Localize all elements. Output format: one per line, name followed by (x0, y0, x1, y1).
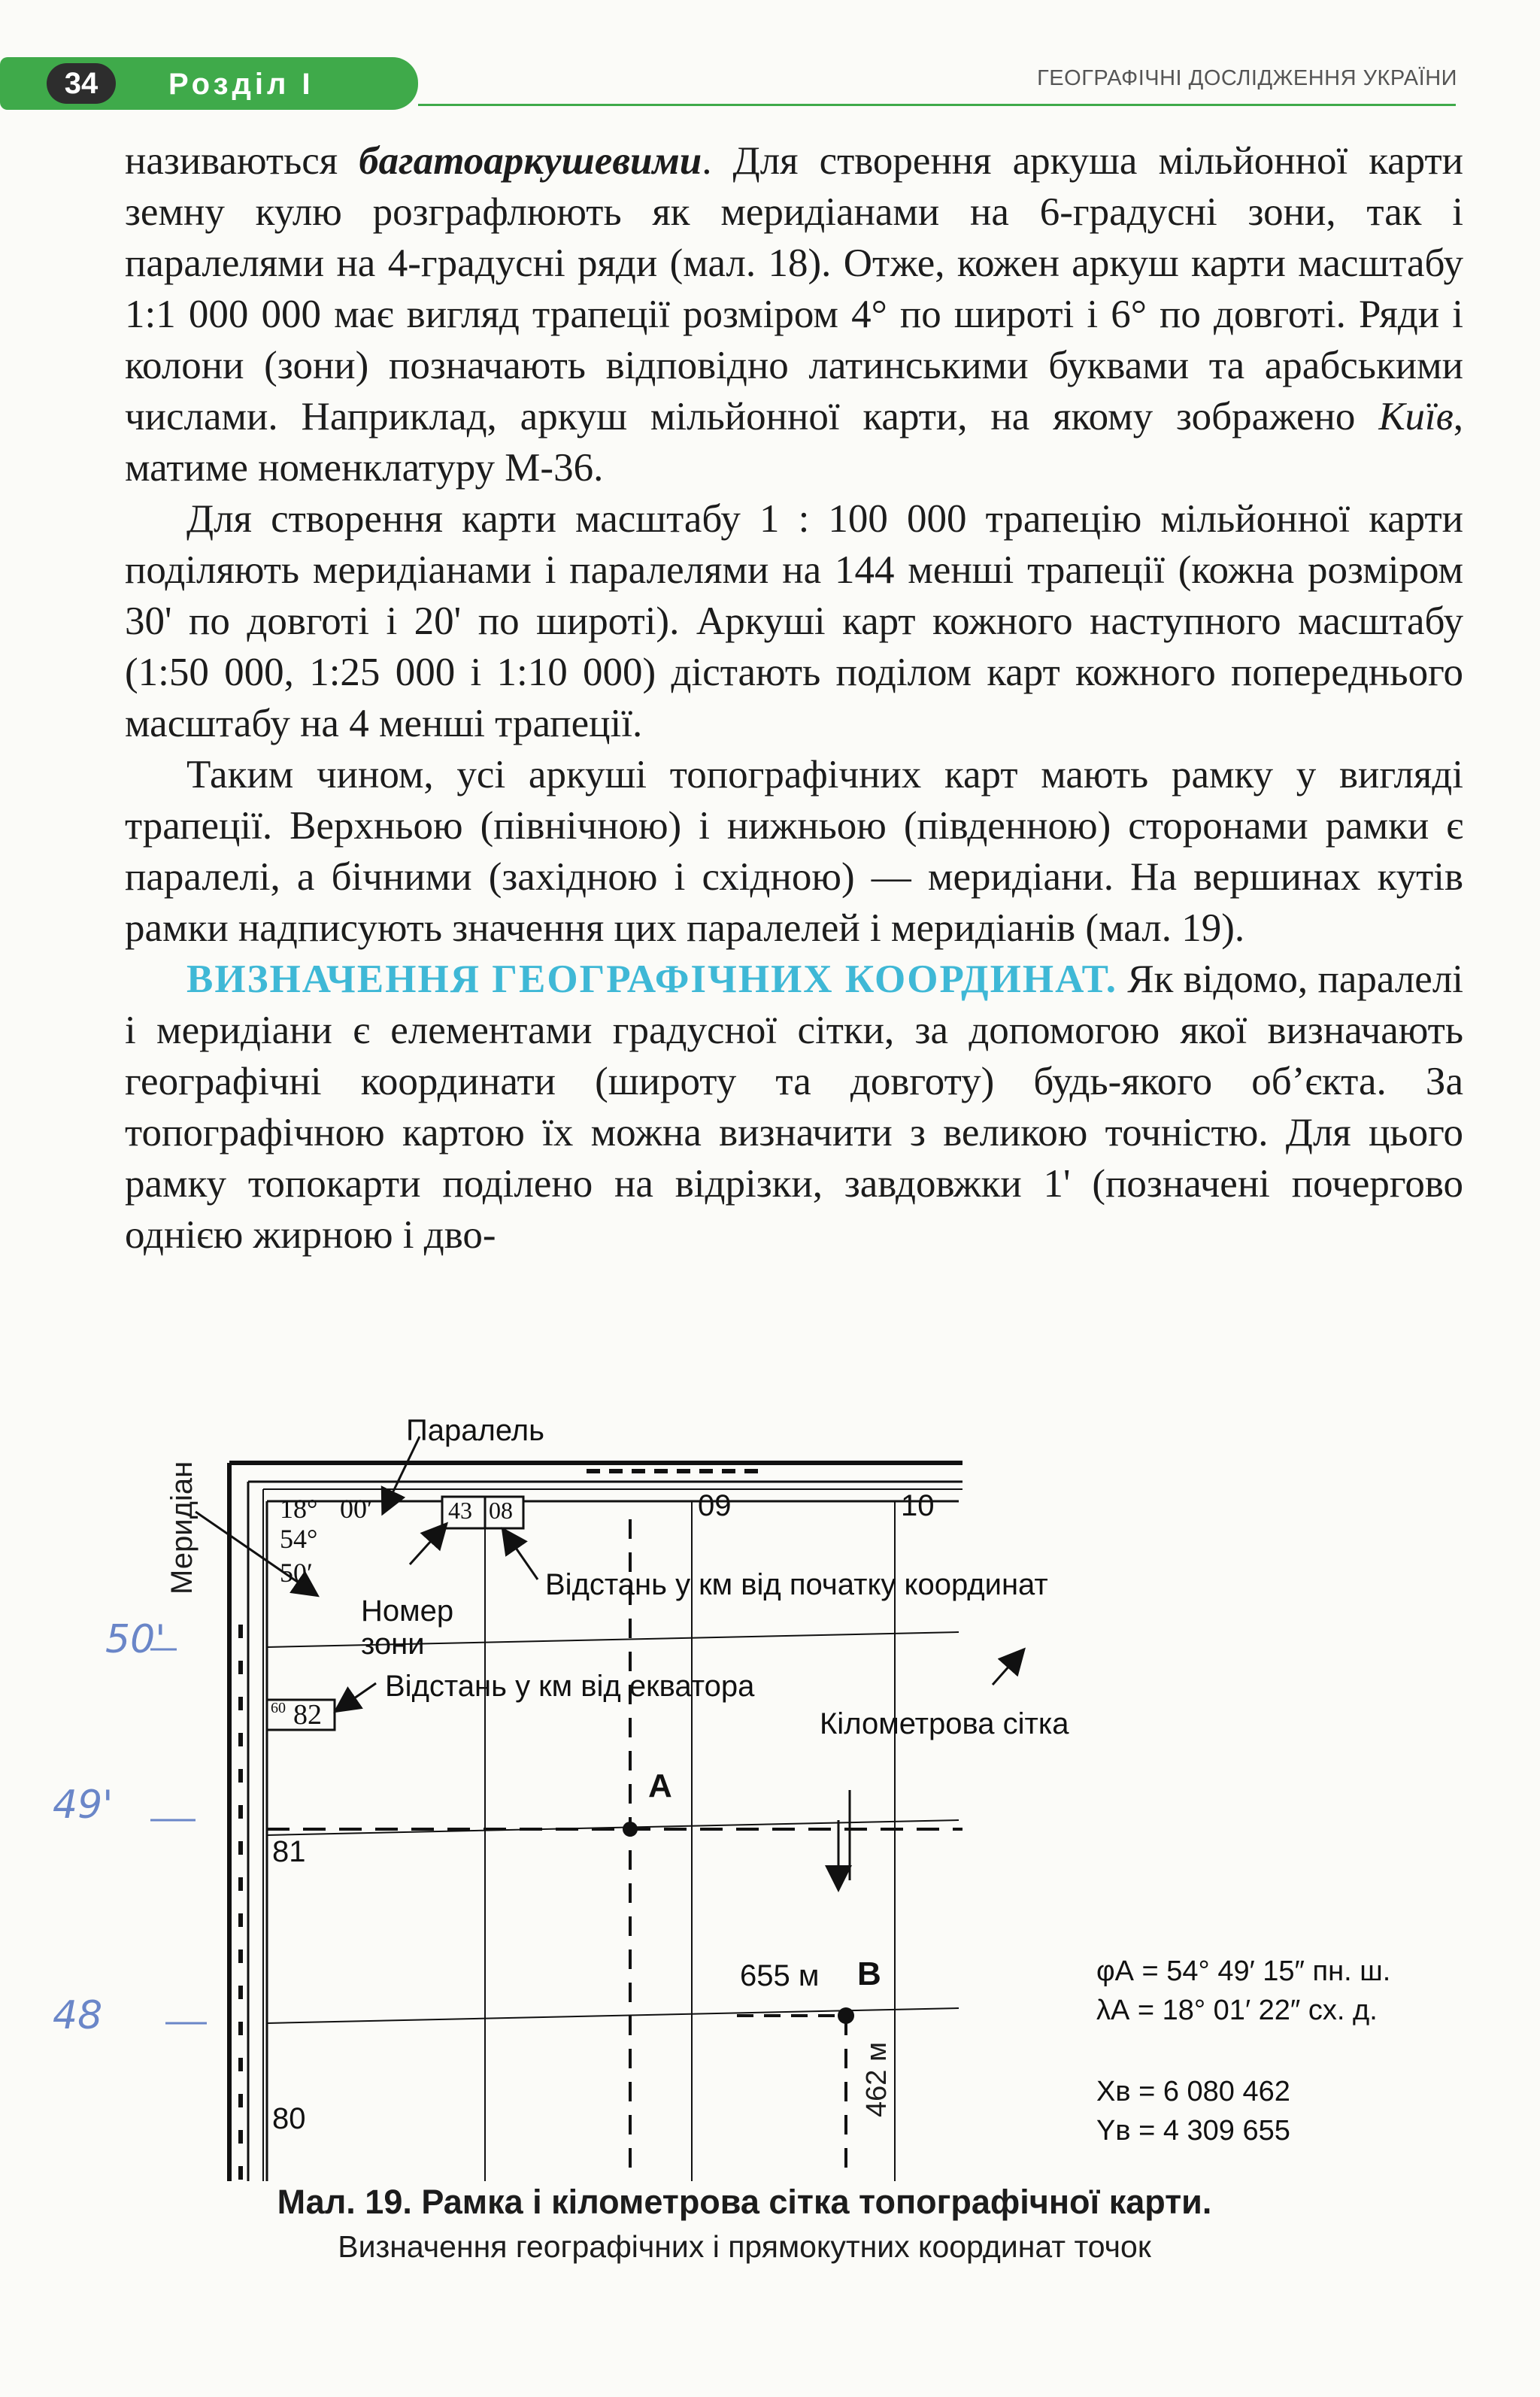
frame-lat-50: 50′ (280, 1558, 313, 1588)
arrow-dist-equator (337, 1683, 376, 1710)
handwritten-48: 48 (53, 1993, 103, 2038)
point-a-label: A (648, 1767, 672, 1804)
row-label-80: 80 (272, 2102, 306, 2135)
paragraph-2: Для створення карти масштабу 1 : 100 000 трапецію мільйонної карти поділяють меридіанами і паралелями на 144 менші трапеції (кожна розміром 30' по довготі і 20' по широті). Аркуші карт кожного наступного масштабу (1:50 000, 1:25 000 і 1:10 000) дістають поділом карт кожного попереднього масштабу на 4 менші трапеції. (125, 497, 1463, 745)
row-label-81: 81 (272, 1835, 306, 1868)
point-b-dot (838, 2007, 854, 2024)
handwritten-49: 49' (53, 1783, 114, 1828)
equator-box-prefix: 60 (271, 1700, 286, 1716)
figure-caption-title: Мал. 19. Рамка і кілометрова сітка топографічної карти. (277, 2183, 1212, 2221)
arrow-zone-number (410, 1525, 445, 1564)
label-zone-number: Номер зони (361, 1594, 454, 1661)
figure-map-frame (53, 1399, 1429, 2196)
grid-h-80 (267, 2008, 959, 2023)
section-label: Розділ I (168, 68, 314, 101)
zone-number-digits: 43 (448, 1497, 472, 1524)
label-km-grid: Кілометрова сітка (820, 1707, 1069, 1740)
book-title: ГЕОГРАФІЧНІ ДОСЛІДЖЕННЯ УКРАЇНИ (1037, 66, 1457, 90)
dist-655: 655 м (740, 1959, 820, 1992)
header-rule (418, 104, 1456, 106)
zone-km-digits: 08 (489, 1497, 513, 1524)
dist-462: 462 м (861, 2041, 893, 2117)
frame-lat-54: 54° (280, 1524, 318, 1554)
p1-start: називаються (125, 139, 359, 183)
formula-y: Yв = 4 309 655 (1096, 2115, 1290, 2147)
formula-x: Xв = 6 080 462 (1096, 2076, 1290, 2107)
text-block-upper (125, 135, 1463, 1261)
p1-end: , матиме номенклатуру М-36. (125, 395, 1463, 490)
frame-lat-18: 18° (280, 1494, 318, 1524)
section-keyword: ВИЗНАЧЕННЯ ГЕОГРАФІЧНИХ КООРДИНАТ. (186, 957, 1117, 1001)
figure-caption-subtitle: Визначення географічних і прямокутних координат точок (338, 2229, 1151, 2264)
handwritten-50: 50' (105, 1617, 166, 1662)
p1-middle: . Для створення аркуша мільйонної карти земну кулю розграфлюють як меридіанами на 6-градусні зони, так і паралелями на 4-градусні ряди (мал. 18). Отже, кожен аркуш карти масштабу 1:1 000 000 має вигляд трапеції розміром 4° по широті і 6° по довготі. Ряди і колони (зони) позначають відповідно латинськими буквами та арабськими числами. Наприклад, аркуш мільйонної карти, на якому зображено (125, 139, 1464, 438)
arrow-km-grid (993, 1651, 1023, 1685)
label-dist-equator: Відстань у км від екватора (385, 1670, 755, 1703)
formula-phi: φА = 54° 49′ 15″ пн. ш. (1096, 1956, 1391, 1987)
paragraph-3: Таким чином, усі аркуші топографічних карт мають рамку у вигляді трапеції. Верхньою (північною) і нижньою (південною) сторонами рамки є паралелі, а бічними (західною і східною) — меридіани. На вершинах кутів рамки надписують значення цих паралелей і меридіанів (мал. 19). (125, 753, 1463, 950)
point-b-label: B (857, 1956, 881, 1992)
page-number: 34 (47, 63, 116, 104)
label-dist-origin: Відстань у км від початку координат (545, 1568, 1048, 1601)
paragraph-1 (125, 135, 1463, 493)
city-kyiv: Київ (1378, 395, 1454, 438)
point-a-dot (623, 1822, 638, 1837)
label-parallel: Паралель (406, 1414, 544, 1447)
arrow-dist-origin (504, 1531, 538, 1579)
km-label-09: 09 (698, 1489, 732, 1522)
label-meridian: Меридіан (165, 1461, 199, 1594)
equator-box-value: 82 (293, 1699, 322, 1731)
km-label-10: 10 (901, 1489, 935, 1522)
paragraph-4 (125, 954, 1463, 1261)
term-multisheet: багатоаркушевими (359, 139, 702, 183)
formula-lambda: λА = 18° 01′ 22″ сх. д. (1096, 1995, 1378, 2026)
frame-lon-00: 00′ (340, 1494, 373, 1524)
p4-text: Як відомо, паралелі і меридіани є елементами градусної сітки, за допомогою якої визначають географічні координати (широту та довготу) будь-якого об’єкта. За топографічною картою їх можна визначити з великою точністю. Для цього рамку топокарти поділено на відрізки, завдовжки 1' (позначені почергово однією жирною і дво- (125, 957, 1463, 1257)
